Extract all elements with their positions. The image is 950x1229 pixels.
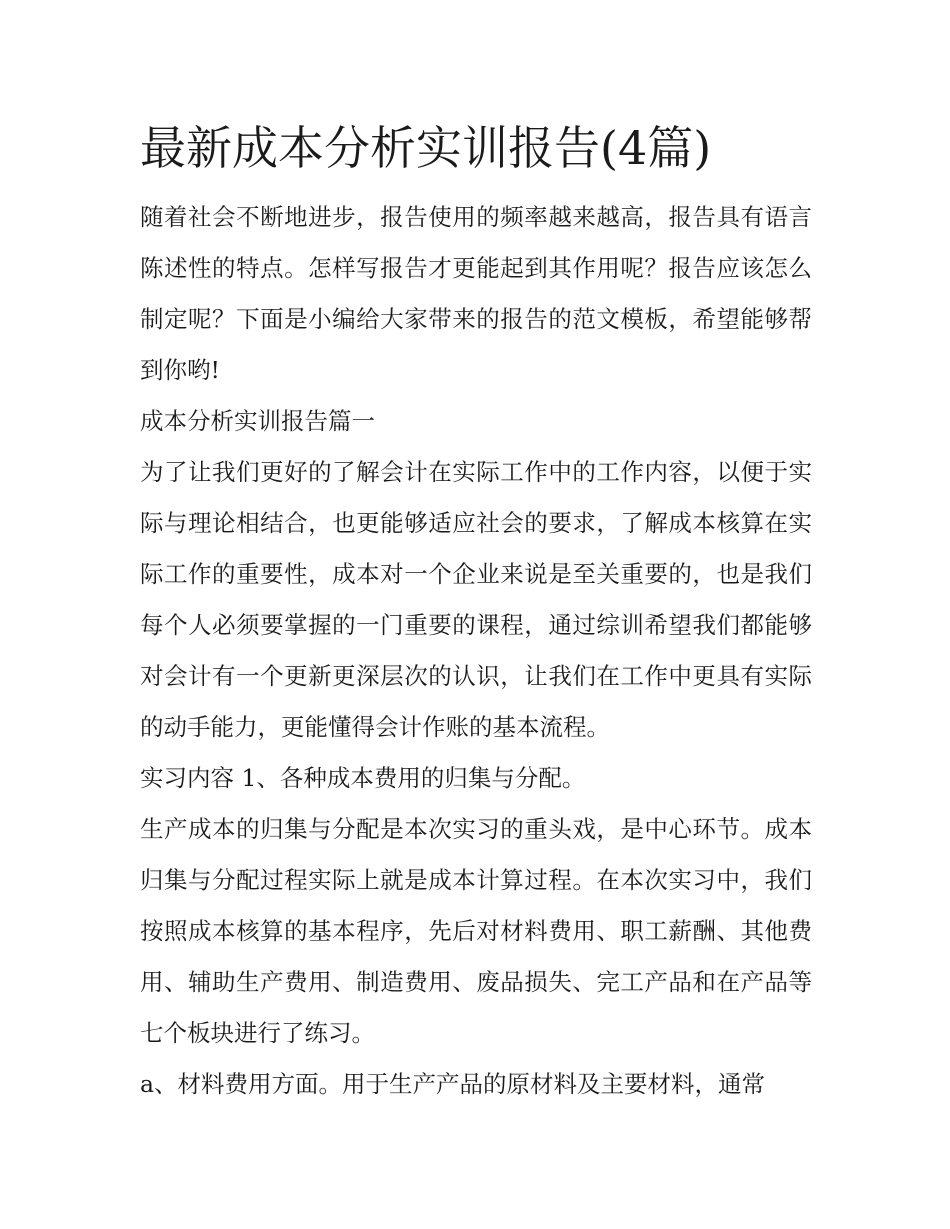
body-paragraph: 生产成本的归集与分配是本次实习的重头戏，是中心环节。成本归集与分配过程实际上就是成本计算过程。在本次实习中，我们按照成本核算的基本程序，先后对材料费用、职工薪酬、其他费用、辅助生产费用、制造费用、废品损失、完工产品和在产品等七个板块进行了练习。: [140, 815, 812, 1047]
section-heading: 成本分析实训报告篇一: [140, 407, 375, 435]
page-title: 最新成本分析实训报告(4篇): [140, 121, 712, 175]
body-paragraph: 为了让我们更好的了解会计在实际工作中的工作内容，以便于实际与理论相结合，也更能够适应社会的要求，了解成本核算在实际工作的重要性，成本对一个企业来说是至关重要的，也是我们每个人必须要掌握的一门重要的课程，通过综训希望我们都能够对会计有一个更新更深层次的认识，让我们在工作中更具有实际的动手能力，更能懂得会计作账的基本流程。: [140, 458, 812, 741]
subsection-heading: 实习内容 1、各种成本费用的归集与分配。: [140, 764, 586, 792]
intro-paragraph: 随着社会不断地进步，报告使用的频率越来越高，报告具有语言陈述性的特点。怎样写报告才更能起到其作用呢？报告应该怎么制定呢？下面是小编给大家带来的报告的范文模板，希望能够帮到你哟!: [140, 203, 812, 384]
body-paragraph: a、材料费用方面。用于生产产品的原材料及主要材料，通常: [140, 1070, 766, 1098]
document-page: [140, 118, 812, 1110]
